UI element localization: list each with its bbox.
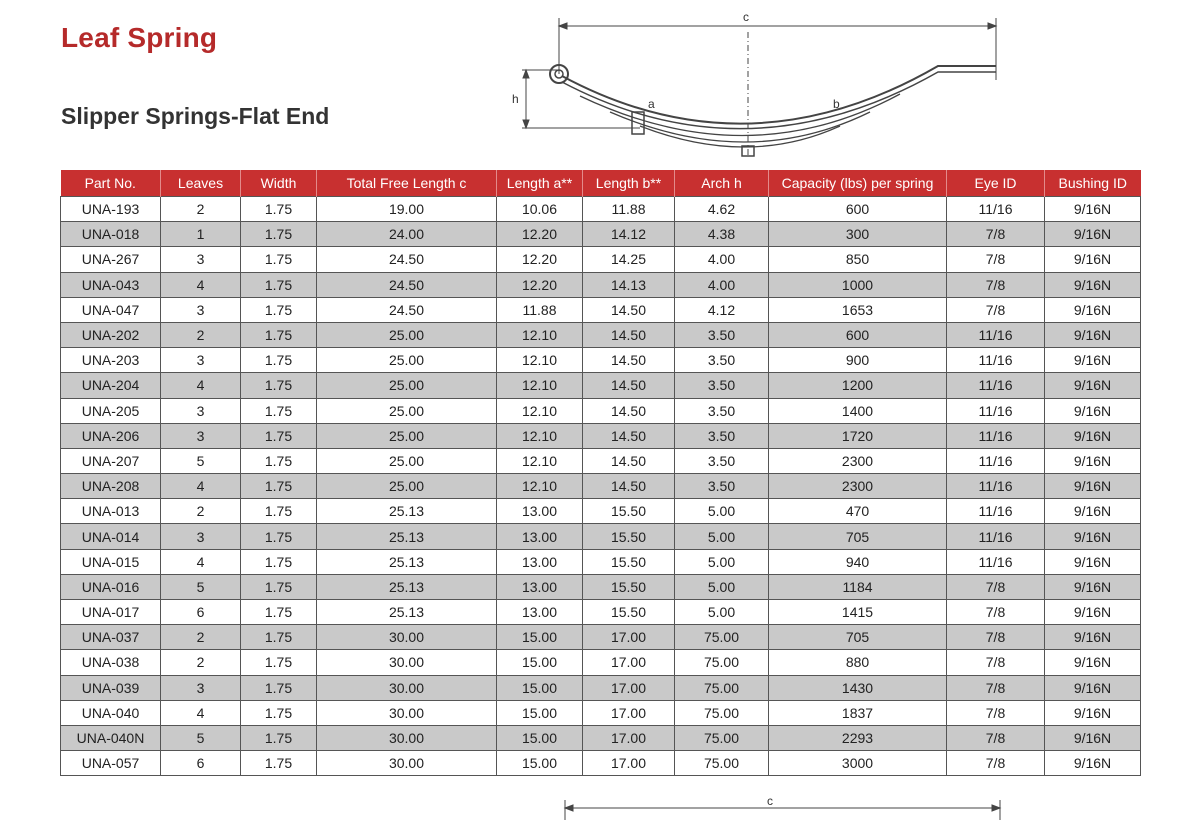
table-cell: 3.50 bbox=[675, 474, 769, 499]
table-cell: 1.75 bbox=[241, 348, 317, 373]
table-cell: 17.00 bbox=[583, 625, 675, 650]
table-cell: 940 bbox=[769, 549, 947, 574]
table-cell: 9/16N bbox=[1045, 222, 1141, 247]
table-cell: 1.75 bbox=[241, 297, 317, 322]
table-cell: 7/8 bbox=[947, 625, 1045, 650]
table-cell: 1000 bbox=[769, 272, 947, 297]
table-cell: UNA-208 bbox=[61, 474, 161, 499]
table-cell: 11/16 bbox=[947, 524, 1045, 549]
table-cell: 1.75 bbox=[241, 423, 317, 448]
table-cell: 25.00 bbox=[317, 423, 497, 448]
table-cell: UNA-038 bbox=[61, 650, 161, 675]
table-cell: 7/8 bbox=[947, 650, 1045, 675]
column-header: Length b** bbox=[583, 170, 675, 197]
table-cell: 4.00 bbox=[675, 247, 769, 272]
table-cell: 17.00 bbox=[583, 725, 675, 750]
table-cell: UNA-017 bbox=[61, 600, 161, 625]
table-cell: 14.50 bbox=[583, 398, 675, 423]
table-cell: 9/16N bbox=[1045, 398, 1141, 423]
table-cell: 9/16N bbox=[1045, 272, 1141, 297]
table-cell: UNA-205 bbox=[61, 398, 161, 423]
table-cell: 11.88 bbox=[583, 197, 675, 222]
table-cell: 11/16 bbox=[947, 549, 1045, 574]
table-cell: 19.00 bbox=[317, 197, 497, 222]
table-cell: 4 bbox=[161, 700, 241, 725]
table-cell: 12.20 bbox=[497, 222, 583, 247]
table-cell: 1.75 bbox=[241, 398, 317, 423]
table-cell: 11/16 bbox=[947, 398, 1045, 423]
table-cell: 2 bbox=[161, 499, 241, 524]
next-diagram-partial bbox=[555, 794, 1015, 820]
table-cell: 1.75 bbox=[241, 474, 317, 499]
table-cell: 17.00 bbox=[583, 675, 675, 700]
table-cell: 4.12 bbox=[675, 297, 769, 322]
table-cell: 7/8 bbox=[947, 247, 1045, 272]
table-cell: UNA-018 bbox=[61, 222, 161, 247]
table-cell: UNA-193 bbox=[61, 197, 161, 222]
table-cell: UNA-015 bbox=[61, 549, 161, 574]
table-cell: 12.10 bbox=[497, 423, 583, 448]
table-row bbox=[61, 700, 1141, 725]
table-row bbox=[61, 373, 1141, 398]
table-cell: 14.50 bbox=[583, 348, 675, 373]
table-cell: UNA-037 bbox=[61, 625, 161, 650]
table-header bbox=[61, 170, 1141, 197]
table-cell: 3 bbox=[161, 524, 241, 549]
table-cell: 11/16 bbox=[947, 348, 1045, 373]
table-cell: 3 bbox=[161, 423, 241, 448]
column-header: Bushing ID bbox=[1045, 170, 1141, 197]
table-cell: 2 bbox=[161, 650, 241, 675]
table-cell: 15.50 bbox=[583, 524, 675, 549]
table-cell: 14.50 bbox=[583, 297, 675, 322]
table-cell: 9/16N bbox=[1045, 675, 1141, 700]
table-cell: 1.75 bbox=[241, 700, 317, 725]
table-cell: 11/16 bbox=[947, 499, 1045, 524]
table-cell: 5.00 bbox=[675, 600, 769, 625]
table-cell: UNA-014 bbox=[61, 524, 161, 549]
column-header: Part No. bbox=[61, 170, 161, 197]
table-cell: 3.50 bbox=[675, 448, 769, 473]
table-cell: 25.13 bbox=[317, 600, 497, 625]
table-cell: 1.75 bbox=[241, 373, 317, 398]
table-row bbox=[61, 499, 1141, 524]
table-cell: 11/16 bbox=[947, 423, 1045, 448]
table-row bbox=[61, 197, 1141, 222]
table-cell: 1.75 bbox=[241, 197, 317, 222]
table-cell: 5.00 bbox=[675, 499, 769, 524]
table-body bbox=[61, 197, 1141, 776]
table-cell: 15.00 bbox=[497, 700, 583, 725]
table-cell: 7/8 bbox=[947, 675, 1045, 700]
table-cell: 705 bbox=[769, 625, 947, 650]
table-cell: UNA-016 bbox=[61, 574, 161, 599]
table-cell: 30.00 bbox=[317, 751, 497, 776]
table-cell: 1653 bbox=[769, 297, 947, 322]
table-row bbox=[61, 524, 1141, 549]
table-cell: 9/16N bbox=[1045, 247, 1141, 272]
leaf-spring-diagram bbox=[500, 8, 1020, 168]
table-cell: 25.13 bbox=[317, 574, 497, 599]
table-cell: 15.50 bbox=[583, 499, 675, 524]
table-cell: 4.62 bbox=[675, 197, 769, 222]
table-cell: 14.13 bbox=[583, 272, 675, 297]
table-row bbox=[61, 247, 1141, 272]
table-cell: 11/16 bbox=[947, 322, 1045, 347]
dim-a-label: a bbox=[648, 97, 655, 111]
table-row bbox=[61, 297, 1141, 322]
table-cell: 25.13 bbox=[317, 524, 497, 549]
table-cell: 4.38 bbox=[675, 222, 769, 247]
table-cell: 15.00 bbox=[497, 675, 583, 700]
table-cell: 75.00 bbox=[675, 725, 769, 750]
table-cell: 1430 bbox=[769, 675, 947, 700]
table-cell: 2300 bbox=[769, 448, 947, 473]
table-cell: 9/16N bbox=[1045, 524, 1141, 549]
table-cell: 14.25 bbox=[583, 247, 675, 272]
table-cell: 25.00 bbox=[317, 322, 497, 347]
table-cell: UNA-202 bbox=[61, 322, 161, 347]
table-cell: 1400 bbox=[769, 398, 947, 423]
table-cell: 15.50 bbox=[583, 574, 675, 599]
table-cell: 9/16N bbox=[1045, 650, 1141, 675]
table-cell: 1.75 bbox=[241, 625, 317, 650]
table-cell: 13.00 bbox=[497, 574, 583, 599]
table-cell: 14.50 bbox=[583, 448, 675, 473]
table-cell: UNA-057 bbox=[61, 751, 161, 776]
table-cell: 9/16N bbox=[1045, 348, 1141, 373]
table-cell: 30.00 bbox=[317, 625, 497, 650]
table-row bbox=[61, 272, 1141, 297]
table-cell: 4.00 bbox=[675, 272, 769, 297]
table-cell: 4 bbox=[161, 549, 241, 574]
table-cell: 12.20 bbox=[497, 247, 583, 272]
table-cell: 10.06 bbox=[497, 197, 583, 222]
table-cell: 1.75 bbox=[241, 751, 317, 776]
table-cell: 7/8 bbox=[947, 297, 1045, 322]
table-cell: 9/16N bbox=[1045, 297, 1141, 322]
table-cell: 9/16N bbox=[1045, 423, 1141, 448]
table-cell: 5 bbox=[161, 574, 241, 599]
table-cell: UNA-206 bbox=[61, 423, 161, 448]
table-cell: 2 bbox=[161, 322, 241, 347]
table-cell: 9/16N bbox=[1045, 725, 1141, 750]
table-cell: UNA-040 bbox=[61, 700, 161, 725]
column-header: Capacity (lbs) per spring bbox=[769, 170, 947, 197]
table-cell: 75.00 bbox=[675, 700, 769, 725]
table-cell: 9/16N bbox=[1045, 700, 1141, 725]
table-cell: 15.00 bbox=[497, 725, 583, 750]
dim-c-label: c bbox=[743, 10, 749, 24]
table-cell: 3000 bbox=[769, 751, 947, 776]
table-cell: 1.75 bbox=[241, 725, 317, 750]
table-cell: 880 bbox=[769, 650, 947, 675]
table-cell: 9/16N bbox=[1045, 574, 1141, 599]
page-title: Leaf Spring bbox=[61, 22, 218, 53]
table-cell: 30.00 bbox=[317, 700, 497, 725]
table-cell: 3 bbox=[161, 297, 241, 322]
table-cell: 30.00 bbox=[317, 725, 497, 750]
table-cell: 5.00 bbox=[675, 524, 769, 549]
table-cell: 1415 bbox=[769, 600, 947, 625]
dim-c-arrow-left bbox=[559, 23, 567, 29]
table-cell: 5 bbox=[161, 448, 241, 473]
table-cell: 11.88 bbox=[497, 297, 583, 322]
table-cell: 13.00 bbox=[497, 499, 583, 524]
table-row bbox=[61, 650, 1141, 675]
table-cell: 30.00 bbox=[317, 650, 497, 675]
table-cell: 1184 bbox=[769, 574, 947, 599]
table-cell: 3.50 bbox=[675, 322, 769, 347]
header-row bbox=[61, 170, 1141, 197]
table-cell: 12.10 bbox=[497, 398, 583, 423]
table-cell: 24.50 bbox=[317, 272, 497, 297]
table-cell: 3.50 bbox=[675, 398, 769, 423]
table-cell: 1.75 bbox=[241, 272, 317, 297]
table-cell: UNA-043 bbox=[61, 272, 161, 297]
dim-b-label: b bbox=[833, 97, 840, 111]
table-cell: 1.75 bbox=[241, 222, 317, 247]
table-cell: 9/16N bbox=[1045, 625, 1141, 650]
spring-spec-table bbox=[60, 170, 1141, 776]
table-cell: 1.75 bbox=[241, 600, 317, 625]
table-cell: 12.10 bbox=[497, 448, 583, 473]
table-row bbox=[61, 423, 1141, 448]
table-cell: 9/16N bbox=[1045, 499, 1141, 524]
table-cell: 9/16N bbox=[1045, 322, 1141, 347]
table-row bbox=[61, 600, 1141, 625]
table-cell: 705 bbox=[769, 524, 947, 549]
dim-c-arrow-right bbox=[988, 23, 996, 29]
table-row bbox=[61, 751, 1141, 776]
table-cell: 15.00 bbox=[497, 650, 583, 675]
table-cell: 25.13 bbox=[317, 549, 497, 574]
table-cell: 3.50 bbox=[675, 348, 769, 373]
column-header: Width bbox=[241, 170, 317, 197]
table-cell: UNA-207 bbox=[61, 448, 161, 473]
table-cell: 9/16N bbox=[1045, 373, 1141, 398]
table-cell: 1837 bbox=[769, 700, 947, 725]
table-cell: UNA-204 bbox=[61, 373, 161, 398]
table-cell: 4 bbox=[161, 474, 241, 499]
table-cell: 300 bbox=[769, 222, 947, 247]
table-cell: 9/16N bbox=[1045, 751, 1141, 776]
table-cell: 9/16N bbox=[1045, 600, 1141, 625]
table-cell: 9/16N bbox=[1045, 549, 1141, 574]
table-cell: 2 bbox=[161, 625, 241, 650]
table-cell: 1.75 bbox=[241, 650, 317, 675]
table-cell: 4 bbox=[161, 272, 241, 297]
table-cell: 470 bbox=[769, 499, 947, 524]
column-header: Leaves bbox=[161, 170, 241, 197]
table-cell: 5.00 bbox=[675, 574, 769, 599]
table-cell: 1.75 bbox=[241, 247, 317, 272]
table-row bbox=[61, 448, 1141, 473]
table-cell: 3 bbox=[161, 348, 241, 373]
table-cell: 12.10 bbox=[497, 322, 583, 347]
table-cell: UNA-040N bbox=[61, 725, 161, 750]
table-cell: 7/8 bbox=[947, 725, 1045, 750]
table-cell: 17.00 bbox=[583, 751, 675, 776]
table-cell: 24.00 bbox=[317, 222, 497, 247]
table-cell: 13.00 bbox=[497, 524, 583, 549]
table-cell: 75.00 bbox=[675, 751, 769, 776]
table-cell: UNA-203 bbox=[61, 348, 161, 373]
table-cell: 11/16 bbox=[947, 474, 1045, 499]
table-cell: 14.50 bbox=[583, 373, 675, 398]
column-header: Length a** bbox=[497, 170, 583, 197]
table-cell: 1.75 bbox=[241, 322, 317, 347]
table-cell: 2293 bbox=[769, 725, 947, 750]
dim-h-arrow-top bbox=[523, 70, 529, 78]
table-cell: 1.75 bbox=[241, 499, 317, 524]
table-cell: 2300 bbox=[769, 474, 947, 499]
table-cell: 7/8 bbox=[947, 222, 1045, 247]
table-cell: 11/16 bbox=[947, 197, 1045, 222]
table-row bbox=[61, 549, 1141, 574]
table-cell: 1 bbox=[161, 222, 241, 247]
table-row bbox=[61, 348, 1141, 373]
table-cell: 3 bbox=[161, 398, 241, 423]
table-cell: 14.50 bbox=[583, 322, 675, 347]
table-cell: 25.00 bbox=[317, 398, 497, 423]
table-row bbox=[61, 625, 1141, 650]
table-cell: 17.00 bbox=[583, 700, 675, 725]
dim-h-label: h bbox=[512, 92, 519, 106]
table-row bbox=[61, 398, 1141, 423]
column-header: Arch h bbox=[675, 170, 769, 197]
table-cell: 12.10 bbox=[497, 474, 583, 499]
table-cell: 14.50 bbox=[583, 474, 675, 499]
page-subtitle: Slipper Springs-Flat End bbox=[61, 103, 330, 129]
table-cell: 17.00 bbox=[583, 650, 675, 675]
table-cell: 14.50 bbox=[583, 423, 675, 448]
table-row bbox=[61, 474, 1141, 499]
table-cell: 15.00 bbox=[497, 625, 583, 650]
table-cell: 75.00 bbox=[675, 650, 769, 675]
table-cell: 1.75 bbox=[241, 675, 317, 700]
table-cell: UNA-267 bbox=[61, 247, 161, 272]
table-cell: 7/8 bbox=[947, 600, 1045, 625]
table-cell: UNA-047 bbox=[61, 297, 161, 322]
table-cell: 4 bbox=[161, 373, 241, 398]
table-cell: 600 bbox=[769, 322, 947, 347]
table-cell: 25.00 bbox=[317, 373, 497, 398]
table-cell: 3.50 bbox=[675, 423, 769, 448]
table-cell: 12.10 bbox=[497, 348, 583, 373]
table-cell: 9/16N bbox=[1045, 474, 1141, 499]
table-cell: 75.00 bbox=[675, 625, 769, 650]
table-cell: UNA-039 bbox=[61, 675, 161, 700]
table-cell: 11/16 bbox=[947, 373, 1045, 398]
table-cell: 24.50 bbox=[317, 247, 497, 272]
table-cell: 25.00 bbox=[317, 448, 497, 473]
table-cell: 11/16 bbox=[947, 448, 1045, 473]
table-cell: 30.00 bbox=[317, 675, 497, 700]
table-cell: 5 bbox=[161, 725, 241, 750]
table-cell: 1.75 bbox=[241, 574, 317, 599]
table-cell: UNA-013 bbox=[61, 499, 161, 524]
table-cell: 15.00 bbox=[497, 751, 583, 776]
table-cell: 13.00 bbox=[497, 549, 583, 574]
table-cell: 3 bbox=[161, 247, 241, 272]
dim-h-arrow-bottom bbox=[523, 120, 529, 128]
table-row bbox=[61, 675, 1141, 700]
dim-c-label-bottom: c bbox=[767, 794, 773, 808]
table-cell: 1.75 bbox=[241, 524, 317, 549]
table-cell: 5.00 bbox=[675, 549, 769, 574]
table-cell: 7/8 bbox=[947, 272, 1045, 297]
table-cell: 12.20 bbox=[497, 272, 583, 297]
table-cell: 600 bbox=[769, 197, 947, 222]
table-cell: 24.50 bbox=[317, 297, 497, 322]
table-cell: 900 bbox=[769, 348, 947, 373]
table-cell: 3 bbox=[161, 675, 241, 700]
table-cell: 7/8 bbox=[947, 751, 1045, 776]
table-cell: 1200 bbox=[769, 373, 947, 398]
table-row bbox=[61, 725, 1141, 750]
column-header: Total Free Length c bbox=[317, 170, 497, 197]
table-cell: 9/16N bbox=[1045, 197, 1141, 222]
table-cell: 15.50 bbox=[583, 549, 675, 574]
table-cell: 1.75 bbox=[241, 448, 317, 473]
table-cell: 75.00 bbox=[675, 675, 769, 700]
table-cell: 25.00 bbox=[317, 348, 497, 373]
table-row bbox=[61, 222, 1141, 247]
table-cell: 14.12 bbox=[583, 222, 675, 247]
column-header: Eye ID bbox=[947, 170, 1045, 197]
table-row bbox=[61, 322, 1141, 347]
table-cell: 12.10 bbox=[497, 373, 583, 398]
table-cell: 9/16N bbox=[1045, 448, 1141, 473]
table-cell: 1.75 bbox=[241, 549, 317, 574]
table-cell: 25.00 bbox=[317, 474, 497, 499]
table-cell: 6 bbox=[161, 600, 241, 625]
table-row bbox=[61, 574, 1141, 599]
table-cell: 1720 bbox=[769, 423, 947, 448]
table-cell: 7/8 bbox=[947, 574, 1045, 599]
table-cell: 2 bbox=[161, 197, 241, 222]
table-cell: 850 bbox=[769, 247, 947, 272]
table-cell: 15.50 bbox=[583, 600, 675, 625]
table-cell: 7/8 bbox=[947, 700, 1045, 725]
table-cell: 13.00 bbox=[497, 600, 583, 625]
table-cell: 3.50 bbox=[675, 373, 769, 398]
main-leaf-lower bbox=[562, 72, 996, 129]
table-cell: 25.13 bbox=[317, 499, 497, 524]
table-cell: 6 bbox=[161, 751, 241, 776]
